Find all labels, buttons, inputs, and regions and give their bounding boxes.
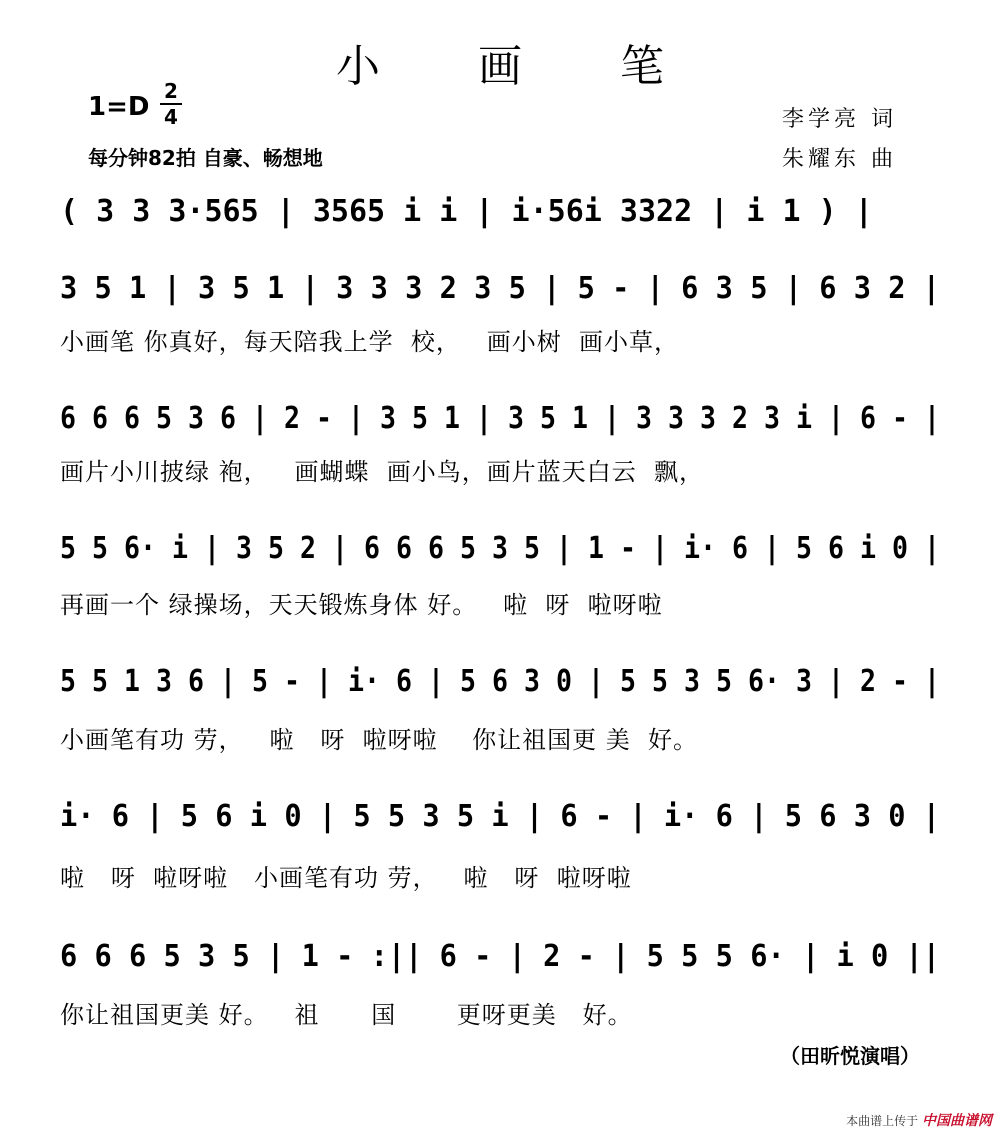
notes-line-7: 6 6 6 5 3 5 | 1 - :|| 6 - | 2 - | 5 5 5 6· | i 0 || [60, 939, 940, 974]
time-signature [160, 80, 182, 128]
score-line-3 [0, 392, 1000, 442]
key-signature: 1=D [88, 92, 150, 122]
notes-line-2: 3 5 1 | 3 5 1 | 3 3 3 2 3 5 | 5 - | 6 3 5 | 6 3 2 | [60, 271, 940, 306]
time-signature-bottom: 4 [164, 105, 178, 129]
notes-line-1: ( 3 3 3·565 | 3565 i i | i·56i 3322 | i 1 ) | [60, 194, 873, 229]
lyrics-line-5: 小画笔有功 劳， 啦 呀 啦呀啦 你让祖国更 美 好。 [60, 726, 699, 754]
upload-footer [846, 1110, 992, 1130]
lyrics-line-4: 再画一个 绿操场，天天锻炼身体 好。 啦 呀 啦呀啦 [60, 591, 663, 619]
notes-line-6: i· 6 | 5 6 i 0 | 5 5 3 5 i | 6 - | i· 6 | 5 6 3 0 | [60, 799, 940, 834]
composer-credit: 朱耀东 曲 [782, 147, 897, 172]
score-line-6 [0, 790, 1000, 840]
notes-line-5: 5 5 1 3 6 | 5 - | i· 6 | 5 6 3 0 | 5 5 3 5 6· 3 | 2 - | [60, 664, 940, 699]
tempo-marking: 每分钟82拍 自豪、畅想地 [88, 146, 323, 170]
lyricist-credit: 李学亮 词 [782, 107, 897, 132]
score-line-1 [0, 185, 1000, 235]
score-line-3-svg [0, 392, 1000, 442]
score-line-2-svg [0, 262, 1000, 312]
score-line-5 [0, 655, 1000, 705]
notes-line-3: 6 6 6 5 3 6 | 2 - | 3 5 1 | 3 5 1 | 3 3 3 2 3 i | 6 - | [60, 401, 940, 436]
upload-note: 本曲谱上传于 [846, 1114, 919, 1128]
score-line-4 [0, 522, 1000, 572]
score-line-4-svg [0, 522, 1000, 572]
performer-note: （田昕悦演唱） [780, 1044, 920, 1068]
score-line-6-svg [0, 790, 1000, 840]
site-logo[interactable]: 中国曲谱网 [922, 1113, 992, 1129]
lyrics-line-7: 你让祖国更美 好。 祖 国 更呀更美 好。 [60, 1001, 633, 1029]
lyrics-line-6: 啦 呀 啦呀啦 小画笔有功 劳， 啦 呀 啦呀啦 [60, 864, 632, 892]
song-title: 小 画 笔 [336, 41, 706, 92]
score-line-7 [0, 930, 1000, 980]
score-line-2 [0, 262, 1000, 312]
notes-line-4: 5 5 6· i | 3 5 2 | 6 6 6 5 3 5 | 1 - | i· 6 | 5 6 i 0 | [60, 531, 940, 566]
lyrics-line-3: 画片小川披绿 袍， 画蝴蝶 画小鸟，画片蓝天白云 飘， [60, 458, 705, 486]
score-line-1-svg [0, 185, 1000, 235]
score-line-5-svg [0, 655, 1000, 705]
lyrics-line-2: 小画笔 你真好，每天陪我上学 校， 画小树 画小草， [60, 328, 680, 356]
time-signature-top: 2 [164, 79, 178, 103]
score-line-7-svg [0, 930, 1000, 980]
